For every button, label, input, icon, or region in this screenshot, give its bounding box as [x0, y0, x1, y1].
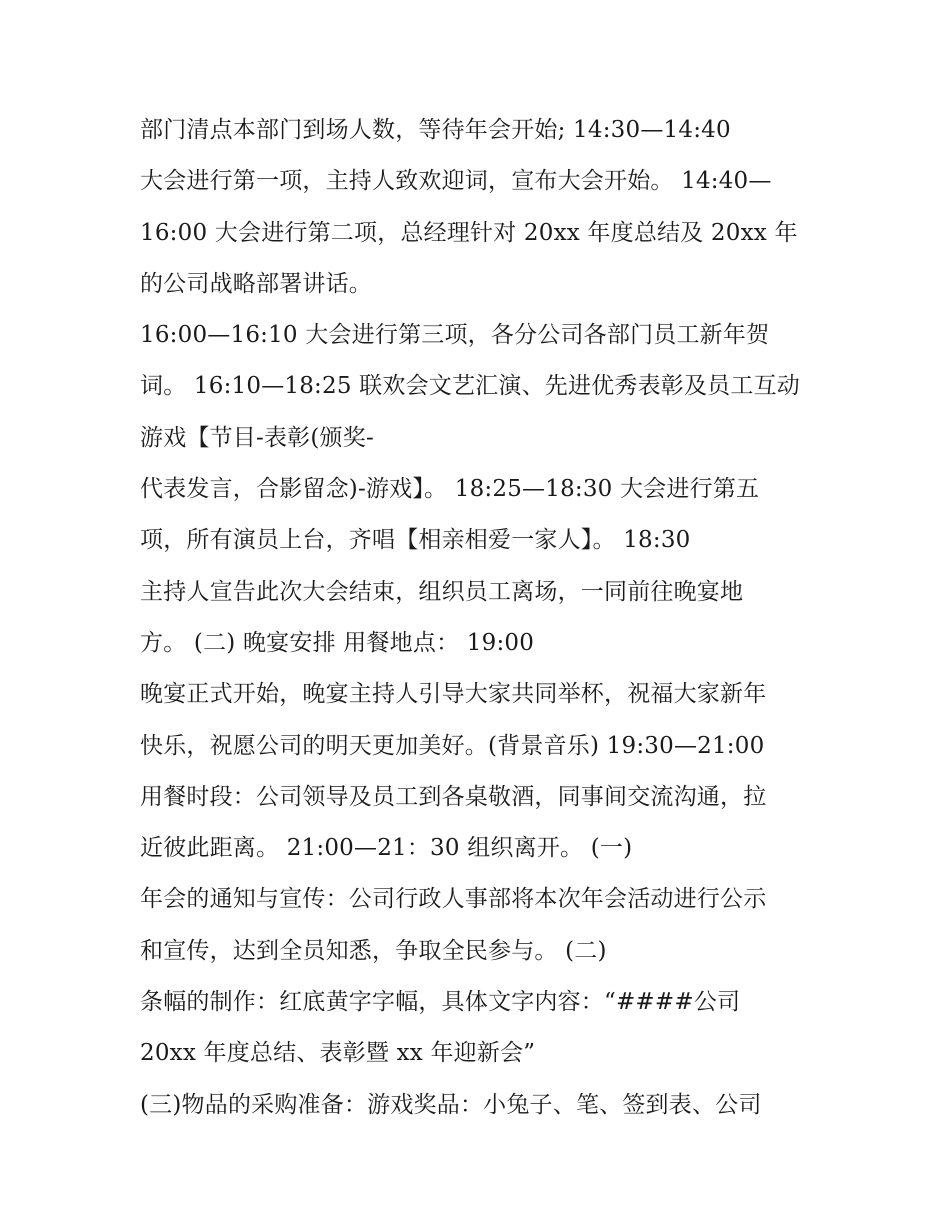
text-line: 代表发言，合影留念)-游戏】。 18:25—18:30 大会进行第五	[140, 476, 760, 503]
text-line: 词。 16:10—18:25 联欢会文艺汇演、先进优秀表彰及员工互动	[140, 373, 800, 400]
text-line: 部门清点本部门到场人数，等待年会开始; 14:30—14:40	[140, 117, 731, 143]
text-line: 快乐，祝愿公司的明天更加美好。(背景音乐) 19:30—21:00	[140, 732, 765, 759]
document-body	[140, 110, 830, 1136]
text-line: 大会进行第一项，主持人致欢迎词，宣布大会开始。 14:40—	[140, 168, 772, 195]
text-line: 年会的通知与宣传：公司行政人事部将本次年会活动进行公示	[140, 886, 767, 913]
text-line: 晚宴正式开始，晚宴主持人引导大家共同举杯，祝福大家新年	[140, 681, 767, 708]
text-line: (三)物品的采购准备：游戏奖品：小兔子、笔、签到表、公司	[140, 1091, 762, 1118]
text-line: 16:00—16:10 大会进行第三项，各分公司各部门员工新年贺	[140, 322, 770, 349]
text-line: 主持人宣告此次大会结束，组织员工离场，一同前往晚宴地	[140, 578, 744, 605]
text-line: 方。 (二) 晚宴安排 用餐地点： 19:00	[140, 629, 535, 656]
text-line: 游戏【节目-表彰(颁奖-	[140, 424, 374, 451]
text-line: 16:00 大会进行第二项，总经理针对 20xx 年度总结及 20xx 年	[140, 219, 798, 246]
text-line: 项，所有演员上台，齐唱【相亲相爱一家人】。 18:30	[140, 527, 691, 554]
text-line: 的公司战略部署讲话。	[140, 270, 372, 297]
text-line: 近彼此距离。 21:00—21：30 组织离开。 (一)	[140, 835, 633, 862]
text-line: 用餐时段：公司领导及员工到各桌敬酒，同事间交流沟通，拉	[140, 783, 767, 810]
text-line: 和宣传，达到全员知悉，争取全民参与。 (二)	[140, 937, 607, 964]
text-line: 20xx 年度总结、表彰暨 xx 年迎新会”	[140, 1040, 536, 1067]
text-line: 条幅的制作：红底黄字字幅，具体文字内容：“####公司	[140, 989, 741, 1016]
